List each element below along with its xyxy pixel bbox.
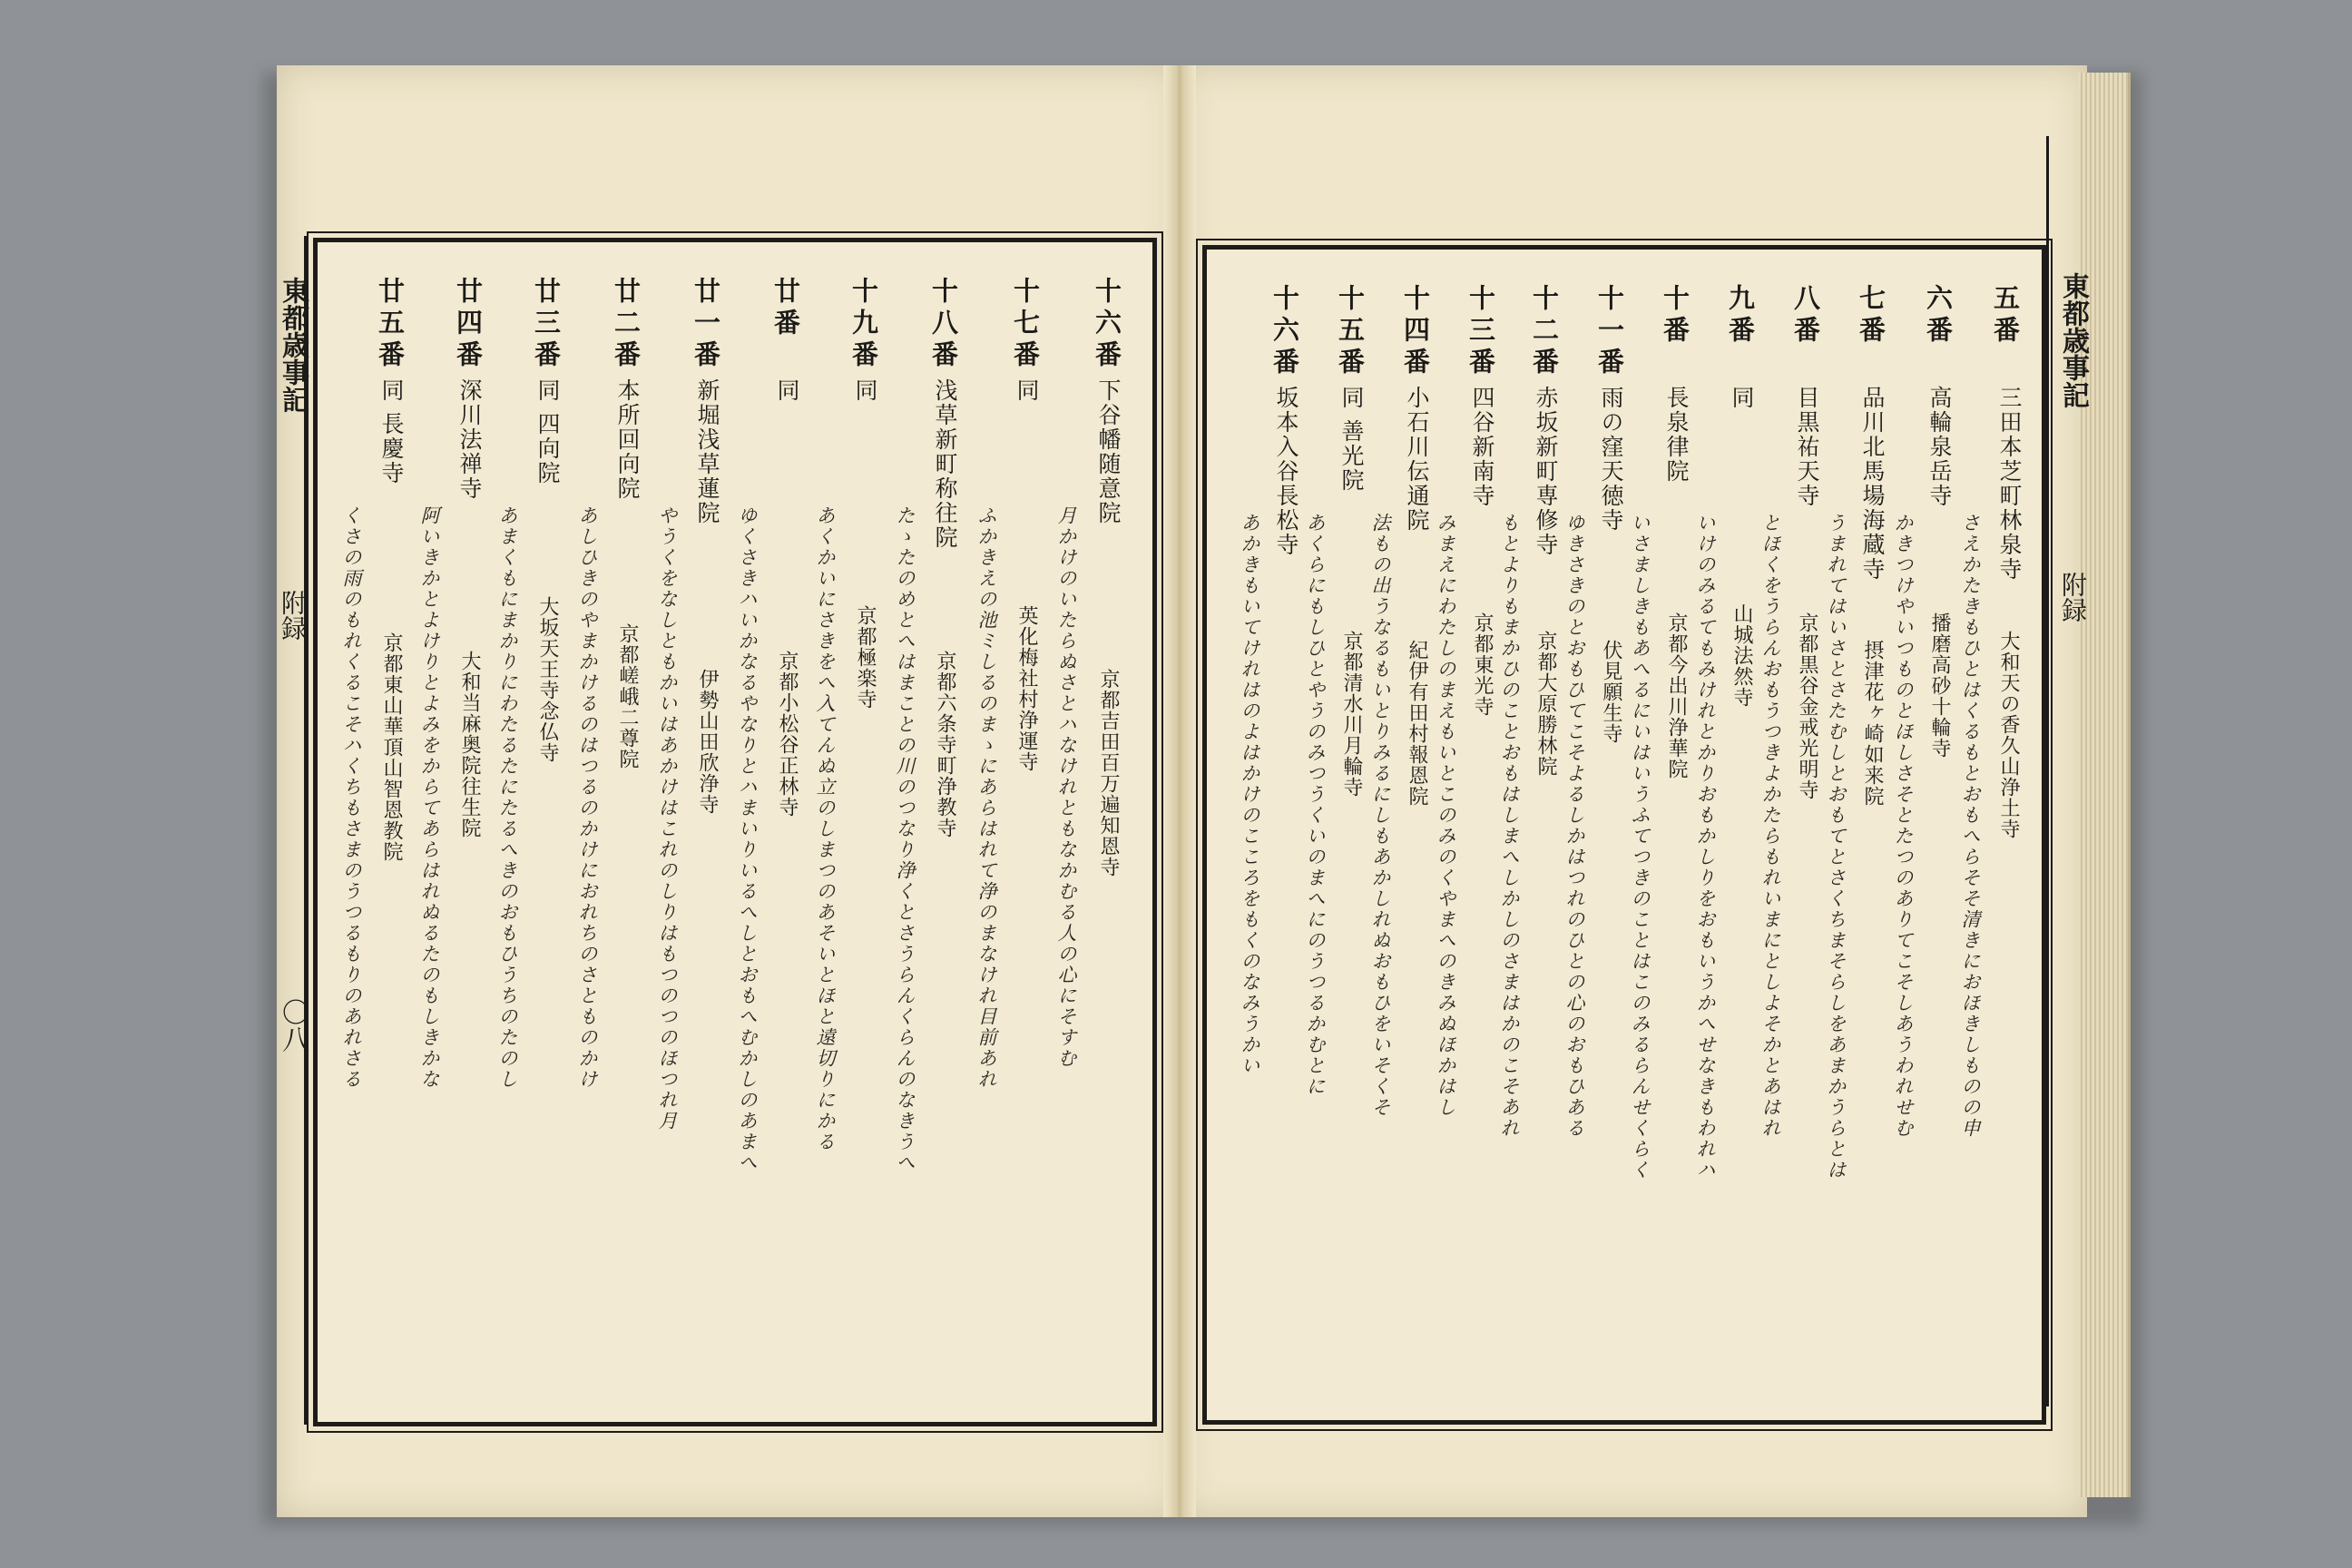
entry-verse: みまえにわたしのまえもいとこのみのくやまへのきみぬほかはし bbox=[1435, 513, 1456, 1118]
entry-verse: 月かけのいたらぬさとハなけれともなかむる人の心にそすむ bbox=[1055, 505, 1077, 1069]
entry-site: 同 bbox=[1729, 386, 1755, 410]
right-text-frame bbox=[1202, 245, 2046, 1425]
entry-temple: 京都六条寺町浄教寺 bbox=[934, 651, 956, 838]
entry-temple: 紀伊有田村報恩院 bbox=[1406, 640, 1428, 807]
left-text-frame bbox=[313, 238, 1157, 1426]
entry-site: 同 長慶寺 bbox=[378, 378, 405, 485]
entry-temple: 京都嵯峨二尊院 bbox=[616, 623, 639, 769]
entry-number: 廿五番 bbox=[375, 277, 406, 372]
entry-site: 同 bbox=[774, 378, 800, 403]
entry-number: 十七番 bbox=[1010, 277, 1041, 372]
left-margin-section: 附録 bbox=[278, 590, 308, 641]
entry-temple: 京都黒谷金戒光明寺 bbox=[1796, 612, 1818, 800]
entry-site: 雨の窪天徳寺 bbox=[1598, 386, 1624, 533]
entry-verse: ゆくさきハいかなるやなりとハまいりいるへしとおもへむかしのあまへ bbox=[736, 505, 758, 1173]
entry-site: 浅草新町称往院 bbox=[932, 378, 958, 550]
entry-temple: 山城法然寺 bbox=[1730, 603, 1753, 708]
entry-number: 十九番 bbox=[848, 277, 879, 372]
entry-temple: 京都大原勝林院 bbox=[1534, 631, 1557, 777]
entry-temple: 京都今出川浄華院 bbox=[1665, 612, 1688, 779]
entry-verse: かきつけやいつものとほしさそとたつのありてこそしあうわれせむ bbox=[1892, 513, 1914, 1139]
entry-site: 長泉律院 bbox=[1663, 386, 1690, 484]
entry-temple: 伏見願生寺 bbox=[1600, 640, 1622, 744]
entry-number: 廿三番 bbox=[531, 277, 562, 372]
entry-number: 十一番 bbox=[1594, 284, 1625, 379]
entry-site: 同 善光院 bbox=[1338, 386, 1365, 493]
entry-site: 下谷幡随意院 bbox=[1095, 378, 1122, 525]
entry-verse: あまくもにまかりにわたるたにたるへきのおもひうちのたのし bbox=[496, 505, 518, 1090]
entry-number: 十六番 bbox=[1269, 284, 1300, 379]
entry-temple: 京都極楽寺 bbox=[854, 605, 877, 710]
entry-number: 十四番 bbox=[1400, 284, 1431, 379]
entry-temple: 京都吉田百万遍知恩寺 bbox=[1097, 669, 1120, 877]
entry-number: 五番 bbox=[1990, 284, 2021, 348]
entry-number: 十八番 bbox=[928, 277, 959, 372]
right-margin-section: 附録 bbox=[2058, 572, 2088, 622]
entry-verse: くさの雨のもれくるこそハくちもさまのうつるもりのあれさる bbox=[340, 505, 362, 1090]
entry-site: 同 bbox=[852, 378, 878, 403]
entry-temple: 京都東山華頂山智恩教院 bbox=[380, 632, 403, 862]
entry-verse: ふかきえの池ミしるのまゝにあらはれて浄のまなけれ目前あれ bbox=[975, 505, 997, 1090]
entry-verse: 法もの出うなるもいとりみるにしもあかしれぬおもひをいそくそ bbox=[1369, 513, 1391, 1118]
entry-temple: 京都小松谷正林寺 bbox=[776, 651, 799, 818]
left-margin-title: 東都歳事記 bbox=[277, 277, 309, 413]
entry-number: 十二番 bbox=[1529, 284, 1560, 379]
entry-temple: 播磨高砂十輪寺 bbox=[1928, 612, 1951, 759]
entry-verse: 阿いきかとよけりとよみをからてあらはれぬるたのもしきかな bbox=[418, 505, 440, 1090]
entry-site: 深川法禅寺 bbox=[456, 378, 483, 501]
entry-number: 廿四番 bbox=[453, 277, 484, 372]
entry-temple: 伊勢山田欣浄寺 bbox=[696, 669, 719, 815]
right-margin-rule bbox=[2046, 136, 2049, 1406]
entry-temple: 摂津花ヶ崎如来院 bbox=[1861, 640, 1884, 807]
entry-site: 同 四向院 bbox=[534, 378, 561, 485]
entry-number: 十五番 bbox=[1335, 284, 1366, 379]
entry-site: 四谷新南寺 bbox=[1469, 386, 1495, 508]
entry-site: 品川北馬場海蔵寺 bbox=[1859, 386, 1886, 582]
left-folio: 〇八 bbox=[277, 998, 309, 1053]
entry-verse: ゆきさきのとおもひてこそよるしかはつれのひとの心のおもひある bbox=[1563, 513, 1585, 1139]
entry-temple: 英化梅社村浄運寺 bbox=[1015, 605, 1038, 772]
entry-number: 十六番 bbox=[1092, 277, 1122, 372]
entry-site: 本所回向院 bbox=[614, 378, 641, 501]
entry-number: 廿二番 bbox=[611, 277, 642, 372]
entry-site: 三田本芝町林泉寺 bbox=[1996, 386, 2023, 582]
entry-temple: 京都清水川月輪寺 bbox=[1340, 631, 1363, 798]
entry-verse: もとよりもまかひのことおもはしまへしかしのさまはかのこそあれ bbox=[1498, 513, 1520, 1139]
entry-verse: とほくをうらんおもうつきよかたらもれいまにとしよそかとあはれ bbox=[1759, 513, 1781, 1139]
entry-site: 坂本入谷長松寺 bbox=[1273, 386, 1299, 557]
entry-site: 目黒祐天寺 bbox=[1794, 386, 1820, 508]
entry-site: 新堀浅草蓮院 bbox=[694, 378, 720, 525]
entry-verse: うまれてはいさとさたむしとおもてとさくちまそらしをあまかうらとは bbox=[1825, 513, 1847, 1181]
entry-verse: いさましきもあへるにいはいうふてつきのことはこのみるらんせくらく bbox=[1629, 513, 1651, 1181]
entry-number: 七番 bbox=[1856, 284, 1886, 348]
entry-number: 廿番 bbox=[770, 277, 801, 340]
entry-temple: 大坂天王寺念仏寺 bbox=[536, 596, 559, 763]
entry-verse: あくらにもしひとやうのみつうくいのまへにのうつるかむとに bbox=[1304, 513, 1326, 1097]
entry-number: 十三番 bbox=[1465, 284, 1496, 379]
entry-verse: いけのみるてもみけれとかりおもかしりをおもいうかへせなきもわれハ bbox=[1694, 513, 1716, 1181]
entry-verse: あかきもいてけれはのよはかけのこころをもくのなみうかい bbox=[1239, 513, 1260, 1076]
entry-verse: あしひきのやまかけるのはつるのかけにおれちのさとものかけ bbox=[576, 505, 598, 1090]
entry-site: 小石川伝通院 bbox=[1404, 386, 1430, 533]
entry-site: 高輪泉岳寺 bbox=[1926, 386, 1953, 508]
entry-number: 八番 bbox=[1790, 284, 1821, 348]
entry-number: 九番 bbox=[1725, 284, 1756, 348]
entry-temple: 京都東光寺 bbox=[1471, 612, 1494, 717]
entry-verse: たゝたのめとへはまことの川のつなり浄くとさうらんくらんのなきうへ bbox=[894, 505, 916, 1173]
entry-site: 赤坂新町専修寺 bbox=[1533, 386, 1559, 557]
entry-site: 同 bbox=[1014, 378, 1040, 403]
entry-number: 廿一番 bbox=[691, 277, 721, 372]
entry-verse: やうくをなしともかいはあかけはこれのしりはもつのつのほつれ月 bbox=[656, 505, 678, 1132]
left-margin-rule bbox=[304, 236, 307, 1425]
entry-verse: さえかたきもひとはくるもとおもへらそそ清きにおほきしものの申 bbox=[1959, 513, 1981, 1139]
entry-verse: あくかいにさきをへ入てんぬ立のしまつのあそいとほと遠切りにかる bbox=[814, 505, 836, 1152]
entry-number: 六番 bbox=[1923, 284, 1954, 348]
entry-temple: 大和当麻奥院往生院 bbox=[458, 651, 481, 838]
entry-number: 十番 bbox=[1660, 284, 1690, 348]
book-gutter bbox=[1163, 65, 1196, 1517]
entry-temple: 大和天の香久山浄土寺 bbox=[1997, 631, 2020, 839]
right-margin-title: 東都歳事記 bbox=[2057, 272, 2089, 408]
